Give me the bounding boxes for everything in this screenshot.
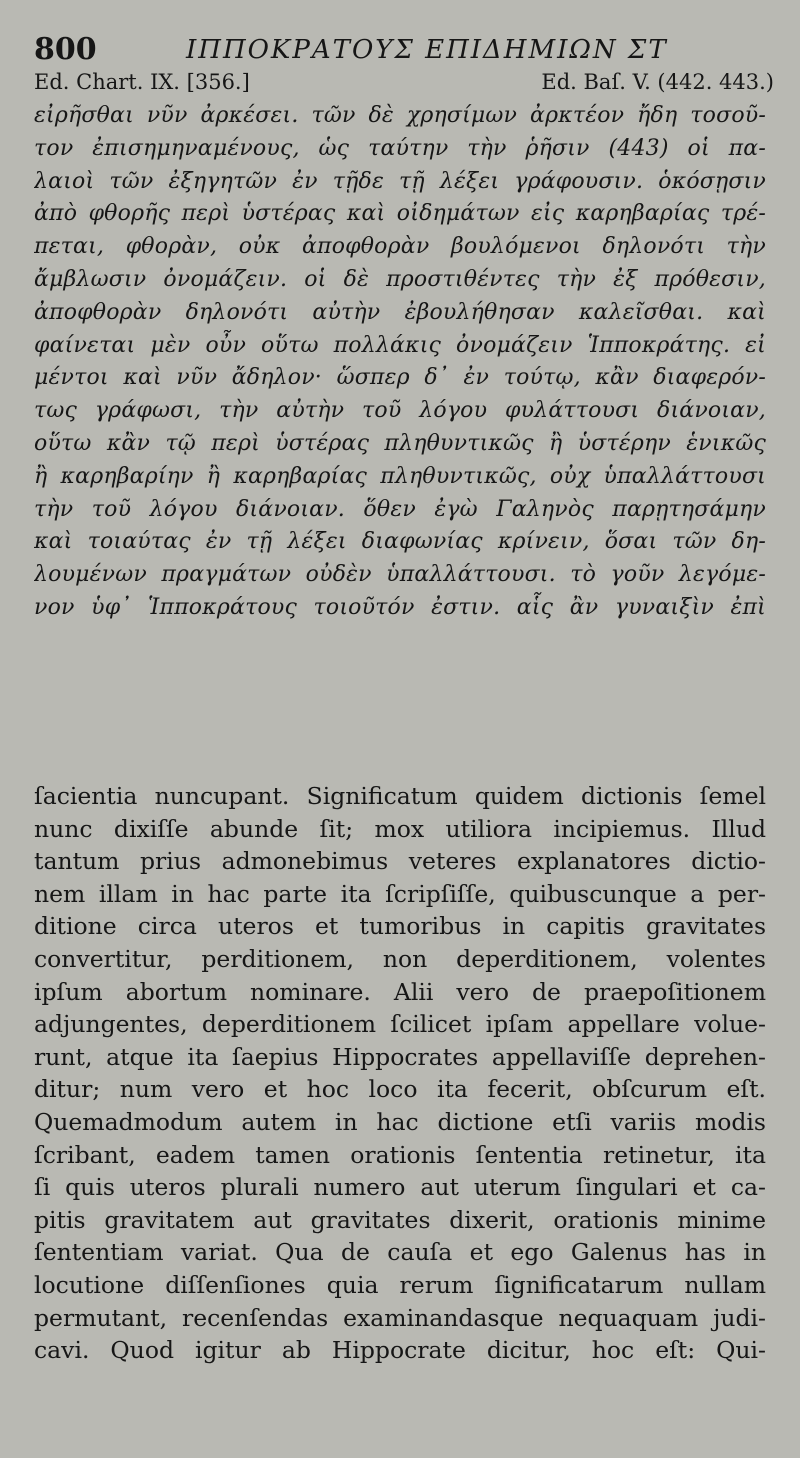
page-header [34,28,774,68]
page-number: 800 [34,32,97,67]
latin-line: ſententiam variat. Qua de cauſa et ego Galenus has in [34,1238,766,1267]
greek-line: ἀποφθορὰν δηλονότι αὐτὴν ἐβουλήθησαν καλεῖσθαι. καὶ [34,299,766,325]
latin-line: ſi quis uteros plurali numero aut uterum ſingulari et ca- [34,1173,766,1202]
latin-line: ipſum abortum nominare. Alii vero de praepoſitionem [34,977,766,1006]
greek-line: τὴν τοῦ λόγου διάνοιαν. ὅθεν ἐγὼ Γαληνὸς παρῃτησάμην [34,496,766,522]
latin-line: cavi. Quod igitur ab Hippocrate dicitur, hoc eſt: Qui- [34,1336,766,1365]
latin-line: runt, atque ita ſaepius Hippocrates appellaviſſe deprehen- [34,1042,766,1071]
latin-line: pitis gravitatem aut gravitates dixerit, orationis minime [34,1205,766,1234]
greek-line: λαιοὶ τῶν ἐξηγητῶν ἐν τῇδε τῇ λέξει γράφουσιν. ὁκόσῃσιν [34,168,766,194]
greek-line: τον ἐπισημηναμένους, ὡς ταύτην τὴν ῥῆσιν (443) οἱ πα- [34,135,766,161]
latin-line: nem illam in hac parte ita ſcripſiſſe, quibuscunque a per- [34,879,766,908]
latin-line: ditione circa uteros et tumoribus in capitis gravitates [34,912,766,941]
latin-line: locutione diſſenſiones quia rerum ſignificatarum nullam [34,1270,766,1299]
greek-line: τως γράφωσι, τὴν αὐτὴν τοῦ λόγου φυλάττουσι διάνοιαν, [34,398,766,424]
greek-line: νον ὑφ᾽ Ἱπποκράτους τοιοῦτόν ἐστιν. αἷς ἂν γυναιξὶν ἐπὶ [34,594,766,620]
greek-line: λουμένων πραγμάτων οὐδὲν ὑπαλλάττουσι. τὸ γοῦν λεγόμε- [34,562,766,588]
latin-text-block [34,780,766,1367]
latin-line: convertitur, perditionem, non deperditionem, volentes [34,944,766,973]
greek-line: πεται, φθορὰν, οὐκ ἀποφθορὰν βουλόμενοι δηλονότι τὴν [34,234,766,260]
latin-line: ſacientia nuncupant. Significatum quidem dictionis ſemel [34,782,766,810]
latin-line: permutant, recenſendas examinandasque nequaquam judi- [34,1303,766,1332]
latin-line: adjungentes, deperditionem ſcilicet ipſam appellare volue- [34,1010,766,1039]
greek-line: ἀπὸ φθορῆς περὶ ὑστέρας καὶ οἰδημάτων εἰς καρηβαρίας τρέ- [34,201,766,227]
edition-reference-right: Ed. Baſ. V. (442. 443.) [541,70,774,94]
latin-line: ditur; num vero et hoc loco ita fecerit, obſcurum eſt. [34,1075,766,1104]
greek-line: ἄμβλωσιν ὀνομάζειν. οἱ δὲ προστιθέντες τὴν ἐξ πρόθεσιν, [34,266,766,292]
greek-line: εἰρῆσθαι νῦν ἀρκέσει. τῶν δὲ χρησίμων ἀρκτέον ἤδη τοσοῦ- [34,103,766,128]
greek-text-block [34,100,766,625]
greek-line: οὕτω κἂν τῷ περὶ ὑστέρας πληθυντικῶς ἢ ὑστέρην ἑνικῶς [34,430,766,456]
latin-line: ſcribant, eadem tamen orationis ſententia retinetur, ita [34,1140,766,1169]
greek-line: καὶ τοιαύτας ἐν τῇ λέξει διαφωνίας κρίνειν, ὅσαι τῶν δη- [34,529,766,555]
edition-reference-left: Ed. Chart. IX. [356.] [34,70,250,94]
latin-line: tantum prius admonebimus veteres explanatores dictio- [34,847,766,876]
latin-line: nunc dixiſſe abunde ſit; mox utiliora incipiemus. Illud [34,814,766,843]
running-title: ΙΠΠΟΚΡΑΤΟΥΣ ΕΠΙΔΗΜΙΩΝ ΣΤ [186,35,668,65]
greek-line: μέντοι καὶ νῦν ἄδηλον· ὥσπερ δ᾽ ἐν τούτῳ, κἂν διαφερόν- [34,365,766,391]
greek-line: ἢ καρηβαρίην ἢ καρηβαρίας πληθυντικῶς, οὐχ ὑπαλλάττουσι [34,463,766,489]
edition-references [34,70,774,100]
latin-line: Quemadmodum autem in hac dictione etſi variis modis [34,1107,766,1136]
greek-line: φαίνεται μὲν οὖν οὕτω πολλάκις ὀνομάζειν Ἱπποκράτης. εἰ [34,332,766,358]
